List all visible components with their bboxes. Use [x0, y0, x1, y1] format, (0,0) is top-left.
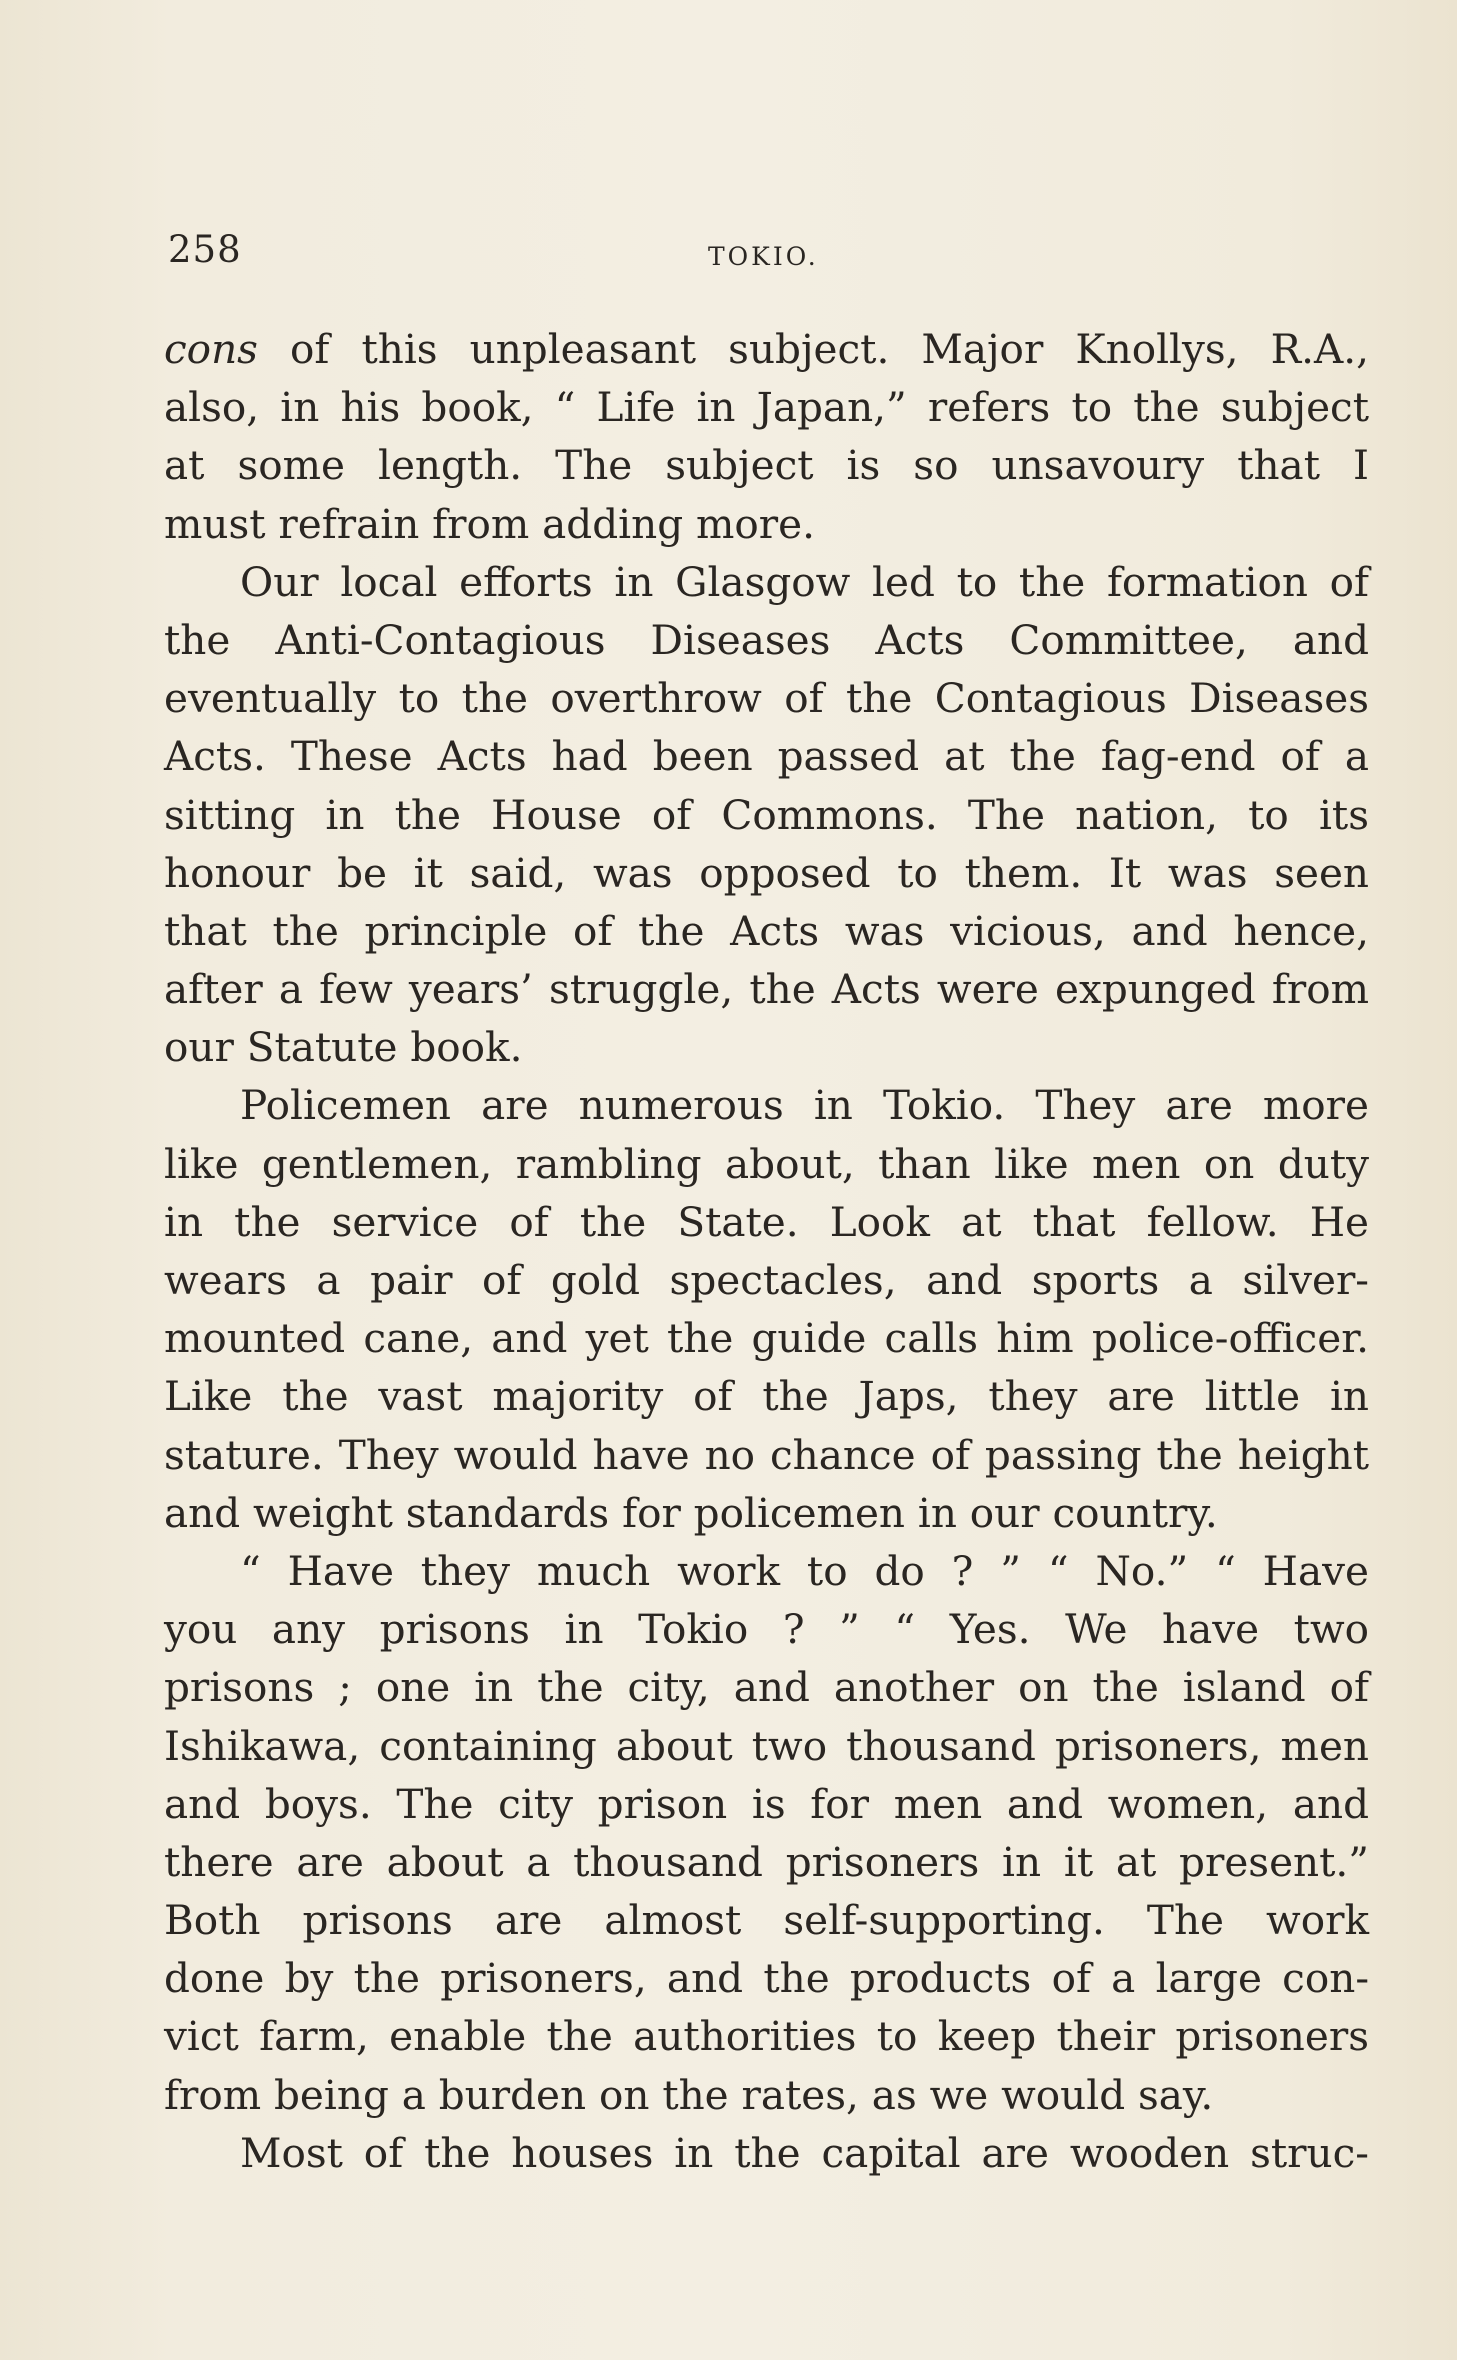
- text-line: must refrain from adding more.: [164, 499, 815, 548]
- text-line: there are about a thousand prisoners in it at present.”: [164, 1837, 1369, 1886]
- page-number: 258: [168, 228, 242, 271]
- text-line: “ Have they much work to do ? ” “ No.” “ Have: [240, 1546, 1369, 1595]
- text-line: vict farm, enable the authorities to keep their prisoners: [164, 2012, 1369, 2061]
- text-line: Ishikawa, containing about two thousand prisoners, men: [164, 1721, 1369, 1770]
- text-line: like gentlemen, rambling about, than like men on duty: [164, 1139, 1369, 1188]
- paragraph: [164, 1076, 1369, 1542]
- paragraph: [164, 320, 1369, 553]
- line-text: of this unpleasant subject. Major Knollys, R.A.,: [257, 325, 1369, 373]
- text-line: Acts. These Acts had been passed at the fag-end of a: [164, 732, 1369, 781]
- text-line: done by the prisoners, and the products of a large con-: [164, 1954, 1369, 2003]
- running-head: TOKIO.: [708, 242, 819, 271]
- text-line: wears a pair of gold spectacles, and sports a silver-: [164, 1256, 1369, 1304]
- text-line: stature. They would have no chance of passing the height: [164, 1430, 1369, 1479]
- text-line: from being a burden on the rates, as we would say.: [164, 2070, 1214, 2119]
- text-line: Policemen are numerous in Tokio. They are more: [240, 1081, 1369, 1130]
- paragraph: [164, 2124, 1369, 2182]
- text-line: sitting in the House of Commons. The nation, to its: [164, 790, 1369, 839]
- paragraph: [164, 1542, 1369, 2124]
- text-line: honour be it said, was opposed to them. It was seen: [164, 848, 1369, 897]
- text-line: also, in his book, “ Life in Japan,” refers to the subject: [164, 383, 1369, 432]
- text-line: Our local efforts in Glasgow led to the formation of: [240, 557, 1369, 606]
- text-line: Both prisons are almost self-supporting. The work: [164, 1896, 1369, 1945]
- text-line: Like the vast majority of the Japs, they are little in: [164, 1372, 1369, 1421]
- body-text: [164, 320, 1369, 2182]
- text-line: mounted cane, and yet the guide calls him police-officer.: [164, 1314, 1369, 1363]
- text-line: you any prisons in Tokio ? ” “ Yes. We have two: [164, 1605, 1369, 1654]
- page-header: [168, 228, 1368, 288]
- text-line: [164, 320, 1369, 378]
- text-line: and weight standards for policemen in our country.: [164, 1488, 1218, 1537]
- text-line: and boys. The city prison is for men and women, and: [164, 1779, 1369, 1828]
- text-line: prisons ; one in the city, and another on the island of: [164, 1663, 1369, 1712]
- text-line: eventually to the overthrow of the Contagious Diseases: [164, 674, 1369, 723]
- text-line: in the service of the State. Look at that fellow. He: [164, 1197, 1369, 1246]
- text-line: at some length. The subject is so unsavoury that I: [164, 441, 1369, 490]
- text-line: Most of the houses in the capital are wooden struc-: [240, 2128, 1369, 2177]
- text-line: the Anti-Contagious Diseases Acts Committee, and: [164, 615, 1369, 664]
- text-line: that the principle of the Acts was vicious, and hence,: [164, 906, 1369, 955]
- text-line: our Statute book.: [164, 1023, 523, 1072]
- italic-word: cons: [164, 325, 258, 373]
- paragraph: [164, 553, 1369, 1077]
- text-line: after a few years’ struggle, the Acts were expunged from: [164, 965, 1369, 1014]
